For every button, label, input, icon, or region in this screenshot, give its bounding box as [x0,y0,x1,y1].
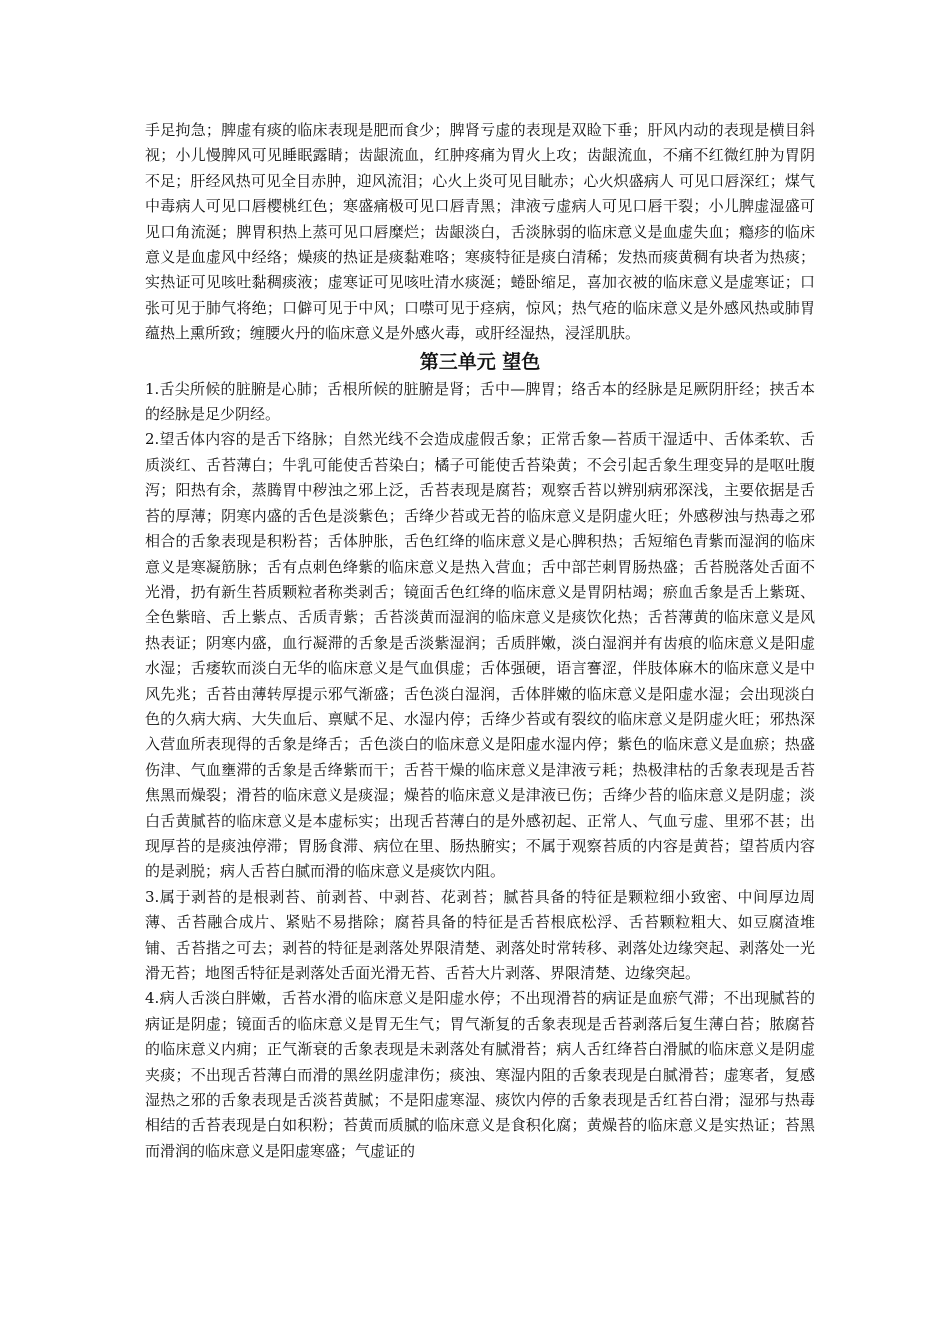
document-page [145,118,815,1164]
paragraph-2: 2.望舌体内容的是舌下络脉；自然光线不会造成虚假舌象；正常舌象—苔质干湿适中、舌体柔软、舌质淡红、舌苔薄白；牛乳可能使舌苔染白；橘子可能使舌苔染黄；不会引起舌象生理变异的是呕吐腹泻；阳热有余，蒸腾胃中秽浊之邪上泛，舌苔表现是腐苔；观察舌苔以辨别病邪深浅，主要依据是舌苔的厚薄；阴寒内盛的舌色是淡紫色；舌绛少苔或无苔的临床意义是阴虚火旺；外感秽浊与热毒之邪相合的舌象表现是积粉苔；舌体肿胀，舌色红绛的临床意义是心脾积热；舌短缩色青紫而湿润的临床意义是寒凝筋脉；舌有点刺色绛紫的临床意义是热入营血；舌中部芒刺胃肠热盛；舌苔脱落处舌面不光滑，扔有新生苔质颗粒者称类剥舌；镜面舌色红绛的临床意义是胃阴枯竭；瘀血舌象是舌上紫斑、全色紫暗、舌上紫点、舌质青紫；舌苔淡黄而湿润的临床意义是痰饮化热；舌苔薄黄的临床意义是风热表证；阴寒内盛，血行凝滞的舌象是舌淡紫湿润；舌质胖嫩，淡白湿润并有齿痕的临床意义是阳虚水湿；舌痿软而淡白无华的临床意义是气血俱虚；舌体强硬，语言謇涩，伴肢体麻木的临床意义是中风先兆；舌苔由薄转厚提示邪气渐盛；舌色淡白湿润，舌体胖嫩的临床意义是阳虚水湿；会出现淡白色的久病大病、大失血后、禀赋不足、水湿内停；舌绛少苔或有裂纹的临床意义是阴虚火旺；邪热深入营血所表现得的舌象是绛舌；舌色淡白的临床意义是阳虚水湿内停；紫色的临床意义是血瘀；热盛伤津、气血壅滞的舌象是舌绛紫而干；舌苔干燥的临床意义是津液亏耗；热极津枯的舌象表现是舌苔焦黑而燥裂；滑苔的临床意义是痰湿；燥苔的临床意义是津液已伤；舌绛少苔的临床意义是阴虚；淡白舌黄腻苔的临床意义是本虚标实；出现舌苔薄白的是外感初起、正常人、气血亏虚、里邪不甚；出现厚苔的是痰浊停滞；胃肠食滞、病位在里、肠热腑实；不属于观察苔质的内容是黄苔；望苔质内容的是剥脱；病人舌苔白腻而滑的临床意义是痰饮内阻。 [145,430,815,881]
paragraph-4: 4.病人舌淡白胖嫩，舌苔水滑的临床意义是阳虚水停；不出现滑苔的病证是血瘀气滞；不出现腻苔的病证是阴虚；镜面舌的临床意义是胃无生气；胃气渐复的舌象表现是舌苔剥落后复生薄白苔；脓腐苔的临床意义内痈；正气渐衰的舌象表现是未剥落处有腻滑苔；病人舌红绛苔白滑腻的临床意义是阴虚夹痰；不出现舌苔薄白而滑的黑丝阴虚津伤；痰浊、寒湿内阻的舌象表现是白腻滑苔；虚寒者，复感湿热之邪的舌象表现是舌淡苔黄腻；不是阳虚寒湿、痰饮内停的舌象表现是舌红苔白滑；湿邪与热毒相结的舌苔表现是白如积粉；苔黄而质腻的临床意义是食积化腐；黄燥苔的临床意义是实热证；苔黑而滑润的临床意义是阳虚寒盛；气虚证的 [145,989,815,1160]
paragraph-3: 3.属于剥苔的是根剥苔、前剥苔、中剥苔、花剥苔；腻苔具备的特征是颗粒细小致密、中间厚边周薄、舌苔融合成片、紧贴不易揩除；腐苔具备的特征是舌苔根底松浮、舌苔颗粒粗大、如豆腐渣堆铺、舌苔揩之可去；剥苔的特征是剥落处界限清楚、剥落处时常转移、剥落处边缘突起、剥落处一光滑无苔；地图舌特征是剥落处舌面光滑无苔、舌苔大片剥落、界限清楚、边缘突起。 [145,887,815,982]
paragraph-intro: 手足拘急；脾虚有痰的临床表现是肥而食少；脾肾亏虚的表现是双睑下垂；肝风内动的表现是横目斜视；小儿慢脾风可见睡眠露睛；齿龈流血，红肿疼痛为胃火上攻；齿龈流血，不痛不红微红肿为胃阴不足；肝经风热可见全目赤肿，迎风流泪；心火上炎可见目眦赤；心火炽盛病人 可见口唇深红；煤气中毒病人可见口唇樱桃红色；寒盛痛极可见口唇青黑；津液亏虚病人可见口唇干裂；小儿脾虚湿盛可见口角流涎；脾胃积热上蒸可见口唇糜烂；齿龈淡白，舌淡脉弱的临床意义是血虚失血；瘾疹的临床意义是血虚风中经络；燥痰的热证是痰黏难咯；寒痰特征是痰白清稀；发热而痰黄稠有块者为热痰；实热证可见咳吐黏稠痰液；虚寒证可见咳吐清水痰涎；蜷卧缩足，喜加衣被的临床意义是虚寒证；口张可见于肺气将绝；口僻可见于中风；口噤可见于痉病，惊风；热气疮的临床意义是外感风热或肺胃蕴热上熏所致；缠腰火丹的临床意义是外感火毒，或肝经湿热，浸淫肌肤。 [145,121,815,343]
section-heading: 第三单元 望色 [419,350,541,373]
paragraph-1: 1.舌尖所候的脏腑是心肺；舌根所候的脏腑是肾；舌中—脾胃；络舌本的经脉是足厥阴肝经；挟舌本的经脉是足少阴经。 [145,379,815,424]
